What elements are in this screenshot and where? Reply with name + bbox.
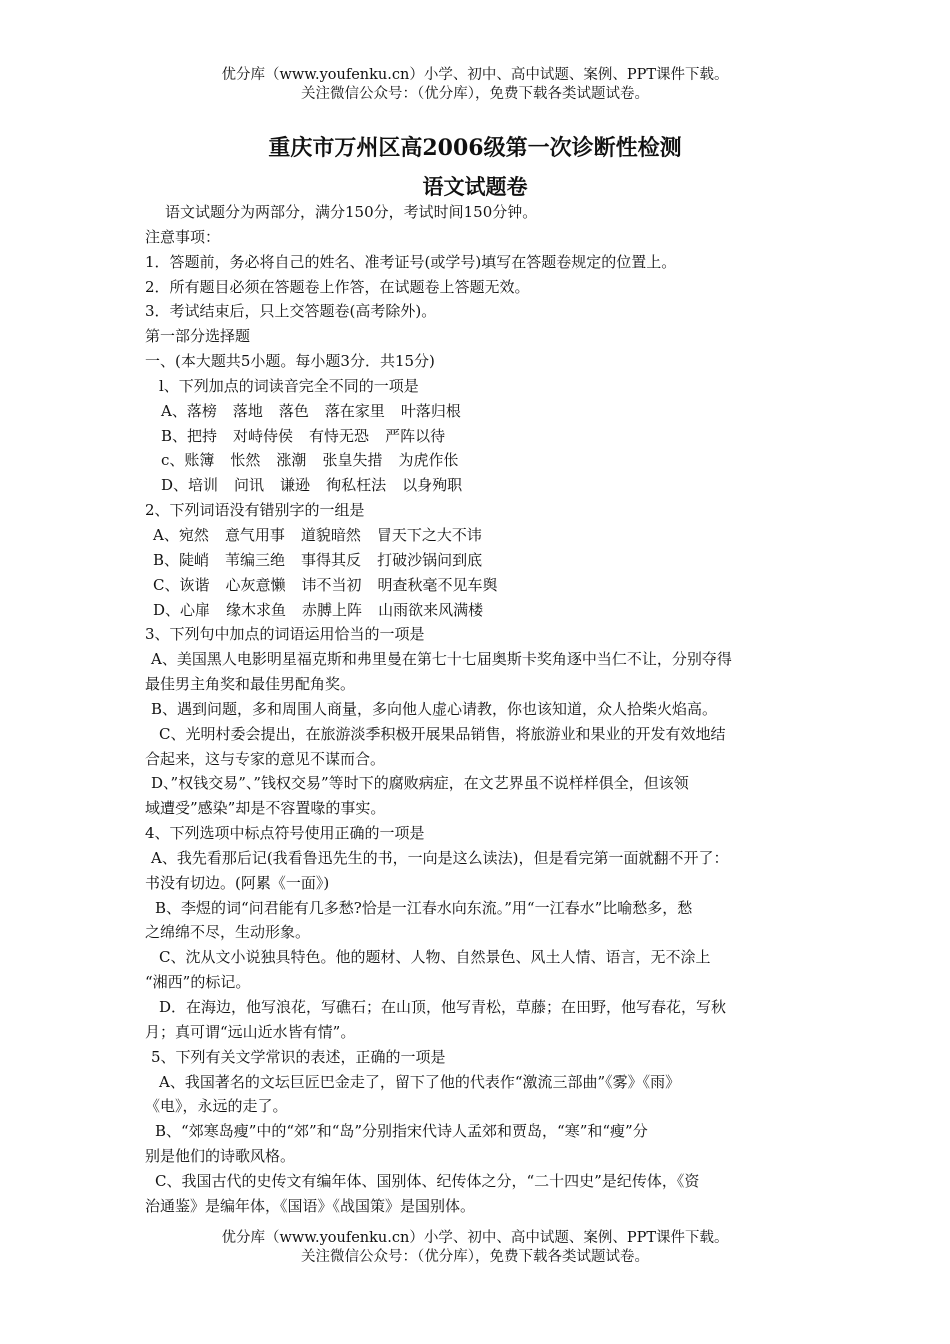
q5-stem: 5、下列有关文学常识的表述，正确的一项是 [151,1047,446,1066]
q3-option-a-cont: 最佳男主角奖和最佳男配角奖。 [145,675,356,694]
notes-heading: 注意事项： [145,227,221,246]
q1-option-a: A、落榜 落地 落色 落在家里 叶落归根 [161,401,461,420]
q3-option-c-cont: 合起来，这与专家的意见不谋而合。 [145,749,386,768]
q4-option-a: A、我先看那后记(我看鲁迅先生的书，一向是这么读法)，但是看完第一面就翻不开了： [151,848,729,867]
q2-option-a: A、宛然 意气用事 道貌暗然 冒天下之大不讳 [153,525,482,544]
q4-option-b: B、李煜的词“问君能有几多愁?恰是一江春水向东流。”用“一江春水”比喻愁多，愁 [155,898,693,917]
q5-option-b: B、“郊寒岛瘦”中的“郊”和“岛”分别指宋代诗人孟郊和贾岛，“寒”和“瘦”分 [155,1122,648,1141]
part-heading: 第一部分选择题 [145,327,251,346]
note-item: 2．所有题目必须在答题卷上作答，在试题卷上答题无效。 [145,277,530,296]
q3-option-b: B、遇到问题，多和周围人商量，多向他人虚心请教，你也该知道，众人拾柴火焰高。 [151,699,718,718]
q3-option-d-cont: 域遭受”感染”却是不容置喙的事实。 [145,799,386,818]
q4-option-d-cont: 月；真可谓“远山近水皆有情”。 [145,1022,356,1041]
q3-stem: 3、下列句中加点的词语运用恰当的一项是 [145,625,425,644]
q4-option-c-cont: “湘西”的标记。 [145,973,251,992]
header-line-1: 优分库（www.youfenku.cn）小学、初中、高中试题、案例、PPT课件下载。 [221,67,729,83]
page-footer [0,1229,950,1267]
q5-option-a: A、我国著名的文坛巨匠巴金走了，留下了他的代表作“激流三部曲”《雾》《雨》 [159,1072,681,1091]
q5-option-b-cont: 别是他们的诗歌风格。 [145,1147,296,1166]
section-heading: 一、(本大题共5小题。每小题3分．共15分) [145,352,435,371]
q1-stem: l、下列加点的词读音完全不同的一项是 [159,376,419,395]
note-item: 3．考试结束后，只上交答题卷(高考除外)。 [145,302,437,321]
q4-option-b-cont: 之绵绵不尽，生动形象。 [145,923,311,942]
q4-option-c: C、沈从文小说独具特色。他的题材、人物、自然景色、风土人情、语言，无不涂上 [159,948,711,967]
q1-option-d: D、培训 问讯 谦逊 徇私枉法 以身殉职 [161,476,463,495]
exam-subtitle: 语文试题卷 [422,174,528,199]
footer-line-2: 关注微信公众号：（优分库），免费下载各类试题试卷。 [301,1249,649,1265]
footer-line-1: 优分库（www.youfenku.cn）小学、初中、高中试题、案例、PPT课件下载。 [221,1230,729,1246]
q4-option-a-cont: 书没有切边。(阿累《一面》) [145,873,330,892]
q5-option-a-cont: 《电》，永远的走了。 [145,1097,288,1116]
q3-option-c: C、光明村委会提出，在旅游淡季积极开展果品销售，将旅游业和果业的开发有效地结 [159,724,726,743]
q3-option-d: D、”权钱交易”、”钱权交易”等时下的腐败病症，在文艺界虽不说样样俱全，但该领 [151,774,689,793]
header-line-2: 关注微信公众号：（优分库），免费下载各类试题试卷。 [301,86,649,102]
intro-text: 语文试题分为两部分，满分150分，考试时间150分钟。 [165,203,538,221]
exam-title: 重庆市万州区高2006级第一次诊断性检测 [268,135,682,161]
q2-option-d: D、心扉 缘木求鱼 赤膊上阵 山雨欲来风满楼 [153,600,484,619]
q5-option-c-cont: 治通鉴》是编年体，《国语》《战国策》是国别体。 [145,1196,476,1215]
q4-stem: 4、下列选项中标点符号使用正确的一项是 [145,824,425,843]
note-item: 1．答题前，务必将自己的姓名、准考证号(或学号)填写在答题卷规定的位置上。 [145,252,677,271]
q2-option-b: B、陡峭 苇编三绝 事得其反 打破沙锅问到底 [153,550,483,569]
q5-option-c: C、我国古代的史传文有编年体、国别体、纪传体之分，“二十四史”是纪传体，《资 [155,1171,700,1190]
q1-option-b: B、把持 对峙侍侯 有恃无恐 严阵以待 [161,426,446,445]
q3-option-a: A、美国黑人电影明星福克斯和弗里曼在第七十七届奥斯卡奖角逐中当仁不让，分别夺得 [151,650,732,669]
q4-option-d: D．在海边，他写浪花，写礁石；在山顶，他写青松，草藤；在田野，他写春花，写秋 [159,998,727,1016]
q2-option-c: C、诙谐 心灰意懒 讳不当初 明查秋毫不见车舆 [153,575,498,594]
document-body [145,200,808,1219]
q1-option-c: c、账簿 怅然 涨潮 张皇失措 为虎作伥 [161,451,459,470]
q2-stem: 2、下列词语没有错别字的一组是 [145,501,365,520]
page-header [0,66,950,104]
